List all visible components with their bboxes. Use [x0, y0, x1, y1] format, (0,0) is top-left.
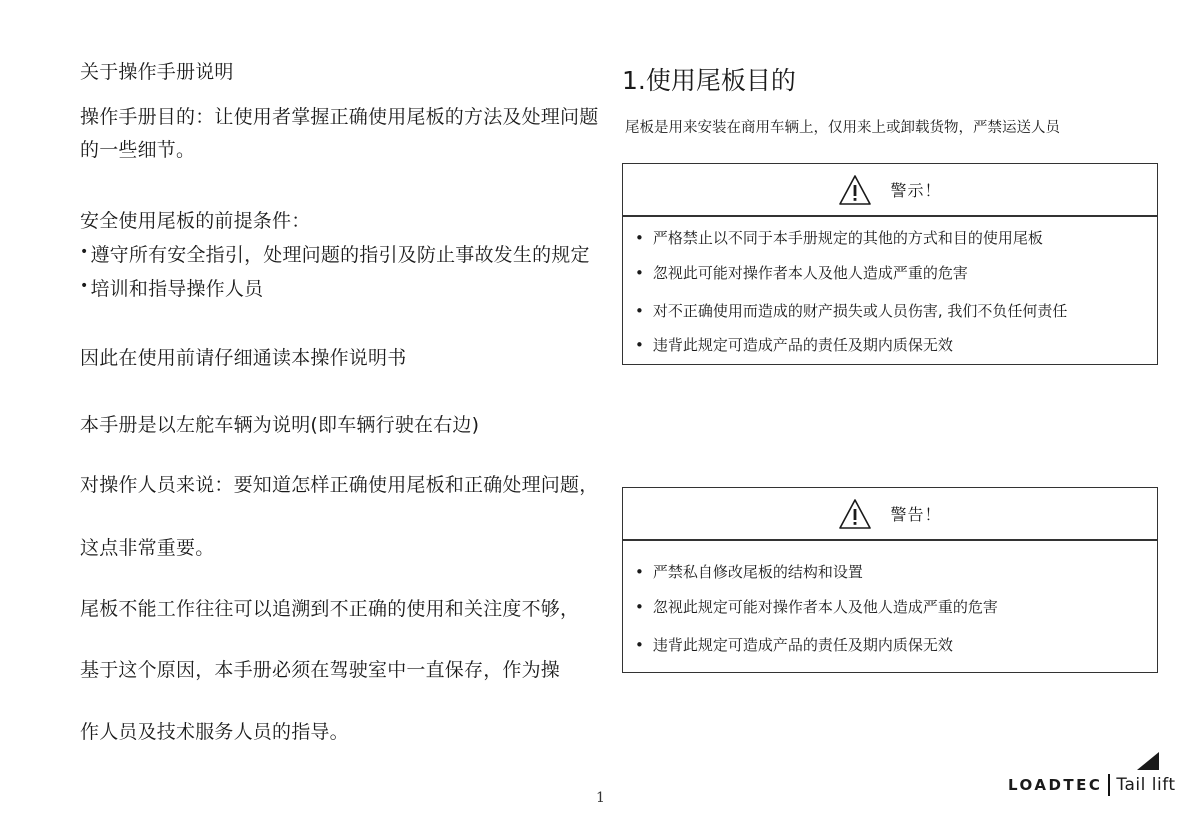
warning-item: • 违背此规定可造成产品的责任及期内质保无效	[635, 636, 953, 654]
logo-triangle-icon	[1137, 752, 1159, 770]
brand-logo	[1008, 774, 1176, 796]
paragraph-line: 这点非常重要。	[80, 537, 215, 559]
section-title: 1.使用尾板目的	[622, 66, 796, 95]
warning-label: 警告！	[890, 505, 942, 524]
notice-item: • 忽视此可能对操作者本人及他人造成严重的危害	[635, 264, 968, 282]
notice-item: • 对不正确使用而造成的财产损失或人员伤害, 我们不负任何责任	[635, 302, 1068, 320]
notice-box	[622, 163, 1158, 365]
read-notice: 因此在使用前请仔细通读本操作说明书	[80, 347, 407, 369]
warning-triangle-icon	[838, 498, 872, 530]
notice-item: • 违背此规定可造成产品的责任及期内质保无效	[635, 336, 953, 354]
page-number: 1	[596, 790, 605, 806]
paragraph-line: 基于这个原因，本手册必须在驾驶室中一直保存，作为操	[80, 659, 561, 681]
notice-box-header	[623, 164, 1157, 217]
notice-label: 警示！	[890, 181, 942, 200]
notice-item: • 严格禁止以不同于本手册规定的其他的方式和目的使用尾板	[635, 229, 1043, 247]
prerequisite-item: • 遵守所有安全指引，处理问题的指引及防止事故发生的规定	[80, 244, 590, 266]
product-name: Tail lift	[1116, 775, 1176, 795]
manual-purpose: 操作手册目的：让使用者掌握正确使用尾板的方法及处理问题的一些细节。	[80, 106, 599, 161]
manual-heading: 关于操作手册说明	[80, 61, 234, 83]
warning-item: • 忽视此规定可能对操作者本人及他人造成严重的危害	[635, 598, 998, 616]
logo-divider	[1108, 774, 1110, 796]
prerequisites-title: 安全使用尾板的前提条件：	[80, 210, 311, 232]
section-intro: 尾板是用来安装在商用车辆上，仅用来上或卸载货物，严禁运送人员	[625, 120, 1060, 136]
paragraph-line: 尾板不能工作往往可以追溯到不正确的使用和关注度不够，	[80, 598, 580, 620]
warning-triangle-icon	[838, 174, 872, 206]
warning-box-header	[623, 488, 1157, 541]
paragraph-line: 作人员及技术服务人员的指导。	[80, 721, 349, 743]
warning-item: • 严禁私自修改尾板的结构和设置	[635, 563, 863, 581]
warning-box	[622, 487, 1158, 673]
brand-name: LOADTEC	[1008, 776, 1103, 794]
paragraph-line: 对操作人员来说：要知道怎样正确使用尾板和正确处理问题，	[80, 474, 599, 496]
prerequisite-item: • 培训和指导操作人员	[80, 278, 264, 300]
lhd-note: 本手册是以左舵车辆为说明(即车辆行驶在右边)	[80, 414, 480, 436]
